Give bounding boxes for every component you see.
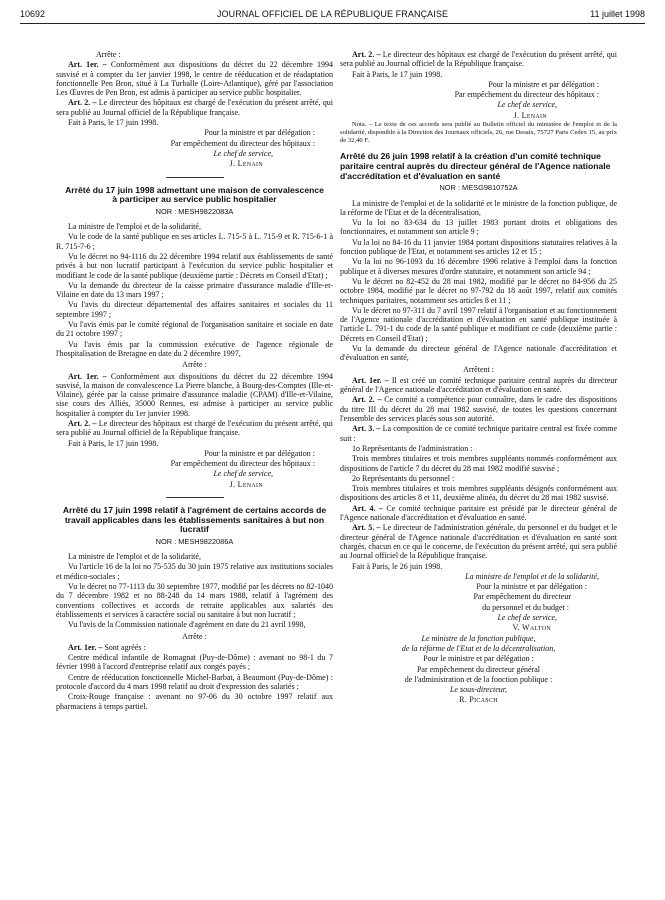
paragraph: Vu le décret no 97-311 du 7 avril 1997 relatif à l'organisation et au fonctionnement de l'Agence nationale d'accréditation et d'évaluation en santé publique instituée à l'article L. 791-1 du code de la santé publique et modifiant ce code (deuxième partie : Décrets en Conseil d'Etat) ; <box>340 305 617 343</box>
paragraph: Vu la loi no 84-16 du 11 janvier 1984 portant dispositions statutaires relatives à la fonction publique de l'Etat, et notamment ses articles 12 et 15 ; <box>340 237 617 257</box>
arretent-heading: Arrêtent : <box>463 364 494 374</box>
signature-line: Pour la ministre et par délégation : <box>488 79 599 89</box>
article-label: Art. 5. – <box>352 523 381 533</box>
paragraph: Vu la loi no 83-634 du 13 juillet 1983 portant droits et obligations des fonctionnaires, et notamment son article 9 ; <box>340 218 617 237</box>
paragraph: Vu le code de la santé publique en ses articles L. 715-5 à L. 715-9 et R. 715-6-1 à R. 715-7-6 ; <box>56 232 333 251</box>
paragraph: Vu la loi no 96-1093 du 16 décembre 1996 relative à l'emploi dans la fonction publique et à diverses mesures d'ordre statutaire, et notamment son article 94 ; <box>340 257 617 276</box>
paragraph: Vu l'avis émis par la commission exécutive de l'agence régionale de l'hospitalisation de Bretagne en date du 2 décembre 1997, <box>56 339 333 358</box>
signature-line: Pour la ministre et par délégation : <box>476 582 587 592</box>
decree-title: Arrêté du 17 juin 1998 relatif à l'agrément de certains accords de travail applicables dans les établissements sanitaires à but non lucratif <box>62 505 327 535</box>
nor-reference: NOR : MESH9822086A <box>155 536 234 546</box>
paragraph: Trois membres titulaires et trois membres suppléants désignés conformément aux dispositions des articles 8 et 11, deuxième alinéa, du décret du 28 mai 1982 susvisé. <box>340 484 617 503</box>
paragraph: La ministre de l'emploi et de la solidarité, <box>68 222 201 232</box>
decree-title: Arrêté du 26 juin 1998 relatif à la création d'un comité technique paritaire central auprès du directeur général de l'Agence nationale d'accréditation et d'évaluation en santé <box>340 151 611 181</box>
done-at: Fait à Paris, le 17 juin 1998. <box>68 118 159 128</box>
paragraph: Vu l'avis du directeur départemental des affaires sanitaires et sociales du 11 septembre 1997 ; <box>56 300 333 319</box>
paragraph: Trois membres titulaires et trois membres suppléants nommés conformément aux dispositions de l'article 7 du décret du 28 mai 1982 modifié susvisé ; <box>340 454 617 473</box>
paragraph: Croix-Rouge française : avenant no 97-06 du 30 octobre 1997 relatif aux pharmaciens à temps partiel. <box>56 692 333 711</box>
article-label: Art. 2. – <box>68 418 97 428</box>
signature-line: Pour la ministre et par délégation : <box>204 128 315 138</box>
arrete-heading: Arrête : <box>182 360 207 370</box>
article-label: Art. 2. – <box>68 98 97 108</box>
right-column <box>340 50 617 706</box>
signature-line: Par empêchement du directeur <box>473 592 571 602</box>
article-2 <box>340 50 617 69</box>
signature-role: Le chef de service, <box>213 148 273 158</box>
article-1 <box>56 60 333 97</box>
article-label: Art. 2. – <box>352 50 381 59</box>
signature-line: du personnel et du budget : <box>482 602 569 612</box>
signature-line: Pour le ministre et par délégation : <box>423 654 534 664</box>
nor-reference: NOR : MESG9810752A <box>439 183 518 193</box>
article-label: Art. 3. – <box>352 424 381 434</box>
paragraph: Vu le décret no 77-1113 du 30 septembre 1977, modifié par les décrets no 82-1040 du 7 décembre 1982 et no 88-248 du 14 mars 1988, relatif à l'agrément des conventions collectives et accords de retraite applicables aux salariés des établissements et services à caractère social ou sanitaire à but non lucratif ; <box>56 582 333 619</box>
paragraph: La ministre de l'emploi et de la solidarité et le ministre de la fonction publique, de la réforme de l'Etat et de la décentralisation, <box>340 198 617 217</box>
paragraph: Centre médical infantile de Romagnat (Puy-de-Dôme) : avenant no 98-1 du 7 février 1998 à l'accord d'entreprise relatif aux congés payés ; <box>56 653 333 672</box>
article-label: Art. 2. – <box>352 395 382 405</box>
signature-line: La ministre de l'emploi et de la solidarité, <box>465 571 599 581</box>
signature-line: de l'administration et de la fonction publique : <box>404 674 553 684</box>
signature-line: Par empêchement du directeur des hôpitaux : <box>170 459 315 469</box>
separator <box>166 497 224 498</box>
signature-line: Le ministre de la fonction publique, <box>421 633 536 643</box>
article-text: La composition de ce comité technique paritaire central est fixée comme suit : <box>340 424 618 443</box>
article-3 <box>340 424 617 443</box>
arrete-heading: Arrête : <box>182 631 207 641</box>
signatory-name: J. Lenain <box>229 159 263 169</box>
paragraph: Vu le décret no 82-452 du 28 mai 1982, modifié par le décret no 84-956 du 25 octobre 1984, modifié par le décret no 97-792 du 18 août 1997, relatif aux comités techniques paritaires, notamment ses articles 8 et 11 ; <box>340 276 617 305</box>
article-text: Conformément aux dispositions du décret du 22 décembre 1994 susvisé et à compter du 1er janvier 1998, le centre de rééducation et de réadaptation fonctionnelle Pen Bron, situé à La Turballe (Loire-Atlantique), géré par l'association Les Œuvres de Pen Bron, est admis à participer au service public hospitalier. <box>56 60 334 98</box>
article-text: Le directeur des hôpitaux est chargé de l'exécution du présent arrêté, qui sera publié au Journal officiel de la République française. <box>340 50 618 69</box>
signatory-name: R. Picasch <box>459 695 498 705</box>
signature-role: Le chef de service, <box>213 469 273 479</box>
decree-title: Arrêté du 17 juin 1998 admettant une maison de convalescence à participer au service public hospitalier <box>65 184 324 205</box>
article-5 <box>340 523 617 560</box>
article-1 <box>340 376 617 395</box>
article-label: Art. 1er. – <box>68 642 103 652</box>
signature-line: Par empêchement du directeur des hôpitaux : <box>454 90 599 100</box>
signatory-name: V. Walton <box>512 623 551 633</box>
signature-line: Par empêchement du directeur des hôpitaux : <box>170 138 315 148</box>
paragraph: Vu la demande du directeur général de l'Agence nationale d'accréditation et d'évaluation en santé, <box>340 344 617 363</box>
article-text: Le directeur de l'administration générale, du personnel et du budget et le directeur général de l'Agence nationale d'accréditation et d'évaluation en santé sont chargés, chacun en ce qui le concerne, de l'exécution du présent arrêté, qui sera publié au Journal officiel de la République française. <box>340 523 618 561</box>
article-text: Ce comité a compétence pour connaître, dans le cadre des dispositions du titre III du décret du 28 mai 1982 susvisé, de toutes les questions concernant l'ensemble des services placés sous son autorité. <box>340 395 618 424</box>
article-2 <box>56 419 333 438</box>
signature-line: Pour la ministre et par délégation : <box>204 448 315 458</box>
paragraph: Vu l'avis de la Commission nationale d'agrément en date du 21 avril 1998, <box>68 620 306 630</box>
signature-line: de la réforme de l'Etat et de la décentralisation, <box>401 643 556 653</box>
paragraph: Vu le décret no 94-1116 du 22 décembre 1994 relatif aux établissements de santé privés à but non lucratif participant à l'exécution du service public hospitalier et modifiant le code de la santé publique (deuxième partie : Décrets en Conseil d'Etat) ; <box>56 251 333 280</box>
signature-role: Le chef de service, <box>497 613 557 623</box>
paragraph: Vu l'avis émis par le comité régional de l'organisation sanitaire et sociale en date du 21 octobre 1997 ; <box>56 320 333 339</box>
paragraph: La ministre de l'emploi et de la solidarité, <box>68 552 201 562</box>
signature-role: Le sous-directeur, <box>449 685 508 695</box>
done-at: Fait à Paris, le 17 juin 1998. <box>68 438 159 448</box>
header-rule <box>20 23 645 24</box>
signatory-name: J. Lenain <box>229 479 263 489</box>
article-text: Il est créé un comité technique paritaire central auprès du directeur général de l'Agence nationale d'accréditation et d'évaluation en santé. <box>340 375 618 395</box>
article-4 <box>340 504 617 523</box>
separator <box>166 177 224 178</box>
article-2 <box>340 395 617 423</box>
article-label: Art. 1er. – <box>68 371 107 381</box>
article-label: Art. 4. – <box>352 503 383 513</box>
paragraph: Vu l'article 16 de la loi no 75-535 du 30 juin 1975 relative aux institutions sociales et médico-sociales ; <box>56 562 333 581</box>
page-number: 10692 <box>20 9 46 19</box>
paragraph: Centre de rééducation fonctionnelle Michel-Barbat, à Beaumont (Puy-de-Dôme) : protocole d'accord du 4 mars 1998 relatif au droit d'expression des salariés ; <box>56 672 333 691</box>
signatory-name: J. Lenain <box>513 110 547 120</box>
article-label: Art. 1er. – <box>352 375 389 385</box>
paragraph: 1o Représentants de l'administration : <box>352 443 473 453</box>
journal-title: JOURNAL OFFICIEL DE LA RÉPUBLIQUE FRANÇAISE <box>216 9 449 19</box>
nor-reference: NOR : MESH9822083A <box>155 206 234 216</box>
done-at: Fait à Paris, le 17 juin 1998. <box>352 69 443 79</box>
paragraph: 2o Représentants du personnel : <box>352 473 455 483</box>
article-text: Le directeur des hôpitaux est chargé de l'exécution du présent arrêté, qui sera publié au Journal officiel de la République française. <box>56 418 334 438</box>
article-1 <box>56 643 333 652</box>
page-header <box>20 9 645 23</box>
article-text: Le directeur des hôpitaux est chargé de l'exécution du présent arrêté, qui sera publié au Journal officiel de la République française. <box>56 98 334 117</box>
done-at: Fait à Paris, le 26 juin 1998. <box>352 561 443 571</box>
article-text: Ce comité technique paritaire est présidé par le directeur général de l'Agence nationale d'accréditation et d'évaluation en santé. <box>340 503 617 523</box>
article-2 <box>56 98 333 117</box>
article-text: Conformément aux dispositions du décret du 22 décembre 1994 susvisé, la maison de convalescence La Pierre blanche, à Bourg-des-Comptes (Ille-et-Vilaine), gérée par la caisse primaire d'assurance maladie (CPAM) d'Ille-et-Vilaine, sise cours des Alliés, 35000 Rennes, est admise à participer au service public hospitalier à compter du 1er janvier 1998. <box>56 371 334 418</box>
article-label: Art. 1er. – <box>68 60 107 70</box>
issue-date: 11 juillet 1998 <box>590 9 645 19</box>
paragraph: Vu la demande du directeur de la caisse primaire d'assurance maladie d'Ille-et-Vilaine en date du 13 mars 1997 ; <box>56 280 333 300</box>
article-1 <box>56 372 333 418</box>
signature-line: Par empêchement du directeur général <box>416 664 541 674</box>
arrete-heading: Arrête : <box>96 50 121 59</box>
signature-role: Le chef de service, <box>497 100 557 110</box>
article-text: Sont agréés : <box>104 642 146 652</box>
left-column <box>56 50 333 712</box>
note: Nota. – Le texte de ces accords sera publié au Bulletin officiel du ministère de l'emploi et de la solidarité, disponible à la Direction des Journaux officiels, 26, rue Desaix, 75727 Paris Cedex 15, au prix de 32,40 F. <box>340 121 617 144</box>
